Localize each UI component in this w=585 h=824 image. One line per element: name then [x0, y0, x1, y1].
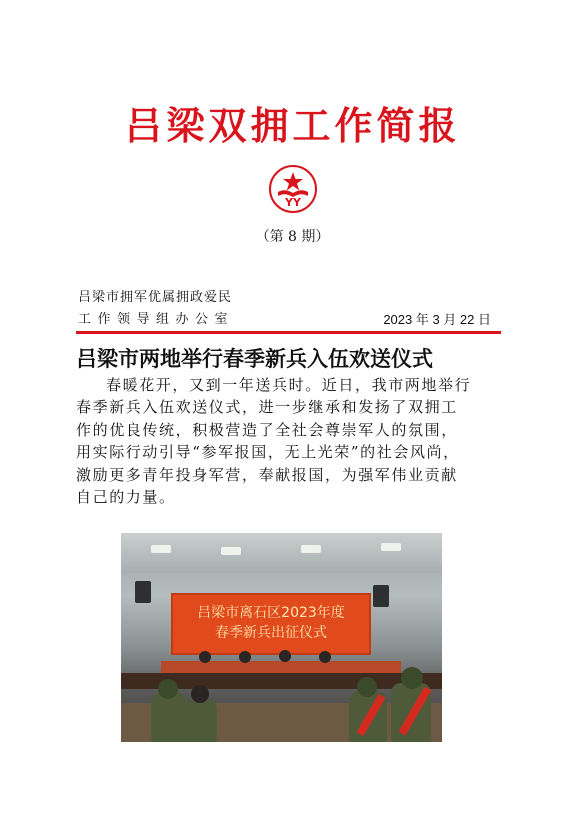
screen-line-2: 春季新兵出征仪式	[215, 625, 327, 641]
official-figure	[319, 651, 331, 663]
photo-ceiling	[121, 533, 442, 573]
article-body	[76, 374, 511, 508]
recruit-cap	[357, 677, 377, 697]
wall-speaker	[373, 585, 389, 607]
wall-speaker	[135, 581, 151, 603]
body-line: 自己的力量。	[76, 488, 176, 507]
issue-date: 2023 年 3 月 22 日	[383, 312, 491, 327]
newsletter-title: 吕梁双拥工作简报	[124, 103, 461, 148]
recruit-cap	[401, 667, 423, 689]
screen-line-1: 吕梁市离石区2023年度	[197, 605, 345, 621]
recruit-figure	[185, 699, 217, 742]
svg-text:YY: YY	[285, 196, 301, 209]
ceiling-lamp	[151, 545, 171, 553]
body-line: 作的优良传统，积极营造了全社会尊崇军人的氛围，	[76, 420, 458, 439]
recruit-figure	[151, 693, 187, 742]
recruit-head	[191, 685, 209, 703]
issuer-line-2: 工作领导组办公室	[78, 312, 235, 327]
issuer-line-1: 吕梁市拥军优属拥政爱民	[78, 290, 233, 305]
ceremony-photo	[121, 533, 442, 742]
official-figure	[279, 650, 291, 662]
official-figure	[199, 651, 211, 663]
ceiling-lamp	[301, 545, 321, 553]
body-line: 春暖花开，又到一年送兵时。近日，我市两地举行	[106, 376, 472, 394]
body-line: 用实际行动引导“参军报国，无上光荣”的社会风尚，	[76, 443, 460, 462]
issuer-block	[78, 287, 234, 331]
ceiling-lamp	[221, 547, 241, 555]
ceiling-lamp	[381, 543, 401, 551]
article-headline: 吕梁市两地举行春季新兵入伍欢送仪式	[76, 346, 433, 371]
body-line: 春季新兵入伍欢送仪式，进一步继承和发扬了双拥工	[76, 398, 458, 417]
double-support-emblem-icon	[268, 164, 318, 214]
recruit-cap	[158, 679, 178, 699]
red-divider	[76, 331, 501, 334]
ceremony-screen	[171, 593, 371, 655]
official-figure	[239, 651, 251, 663]
issue-number: （第 8 期）	[255, 229, 330, 245]
body-line: 激励更多青年投身军营，奉献报国，为强军伟业贡献	[76, 465, 458, 484]
